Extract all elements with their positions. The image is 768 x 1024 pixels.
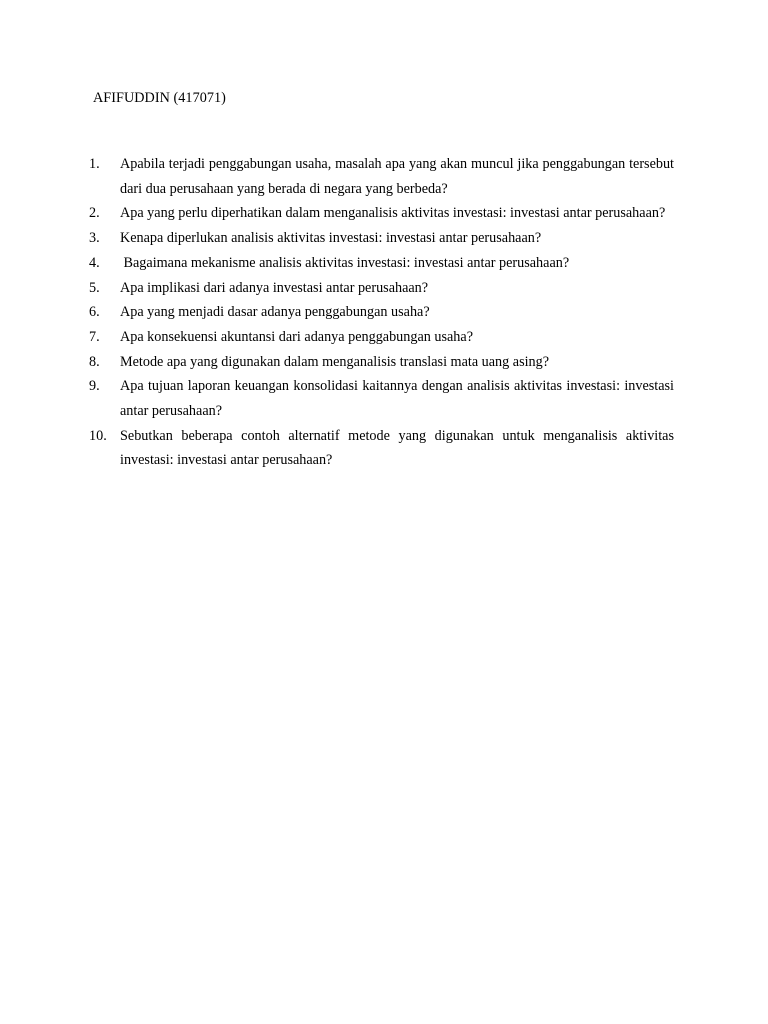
question-text: Kenapa diperlukan analisis aktivitas investasi: investasi antar perusahaan? [120, 230, 542, 247]
question-item [89, 226, 674, 251]
question-item [89, 350, 674, 375]
question-text: Sebutkan beberapa contoh alternatif metode yang digunakan untuk menganalisis aktivitas investasi: investasi antar perusahaan? [120, 427, 674, 469]
question-number: 2. [89, 205, 100, 222]
question-text: Apa yang perlu diperhatikan dalam menganalisis aktivitas investasi: investasi antar perusahaan? [120, 205, 666, 222]
question-item [89, 374, 674, 423]
question-number: 4. [89, 254, 100, 271]
question-number: 6. [89, 304, 100, 321]
question-number: 1. [89, 156, 100, 172]
question-item [89, 300, 674, 325]
question-number: 3. [89, 230, 100, 247]
question-list [89, 152, 674, 473]
question-number: 10. [89, 427, 107, 444]
question-number: 7. [89, 328, 100, 345]
question-item [89, 325, 674, 350]
question-number: 9. [89, 378, 100, 395]
question-number: 5. [89, 279, 100, 296]
question-text: Apa yang menjadi dasar adanya penggabungan usaha? [120, 304, 430, 321]
question-text: Bagaimana mekanisme analisis aktivitas investasi: investasi antar perusahaan? [120, 254, 570, 271]
question-item [89, 251, 674, 276]
author-line: AFIFUDDIN (417071) [93, 90, 226, 106]
question-text: Apabila terjadi penggabungan usaha, masalah apa yang akan muncul jika penggabungan tersebut dari dua perusahaan yang berada di negara yang berbeda? [120, 156, 674, 197]
question-text: Apa implikasi dari adanya investasi antar perusahaan? [120, 279, 429, 296]
question-item [89, 276, 674, 301]
question-text: Metode apa yang digunakan dalam menganalisis translasi mata uang asing? [120, 353, 550, 370]
question-text: Apa tujuan laporan keuangan konsolidasi kaitannya dengan analisis aktivitas investasi: investasi antar perusahaan? [120, 378, 674, 420]
question-text: Apa konsekuensi akuntansi dari adanya penggabungan usaha? [120, 328, 473, 345]
question-item [89, 201, 674, 226]
question-item [89, 152, 674, 201]
question-item [89, 424, 674, 473]
question-number: 8. [89, 353, 100, 370]
